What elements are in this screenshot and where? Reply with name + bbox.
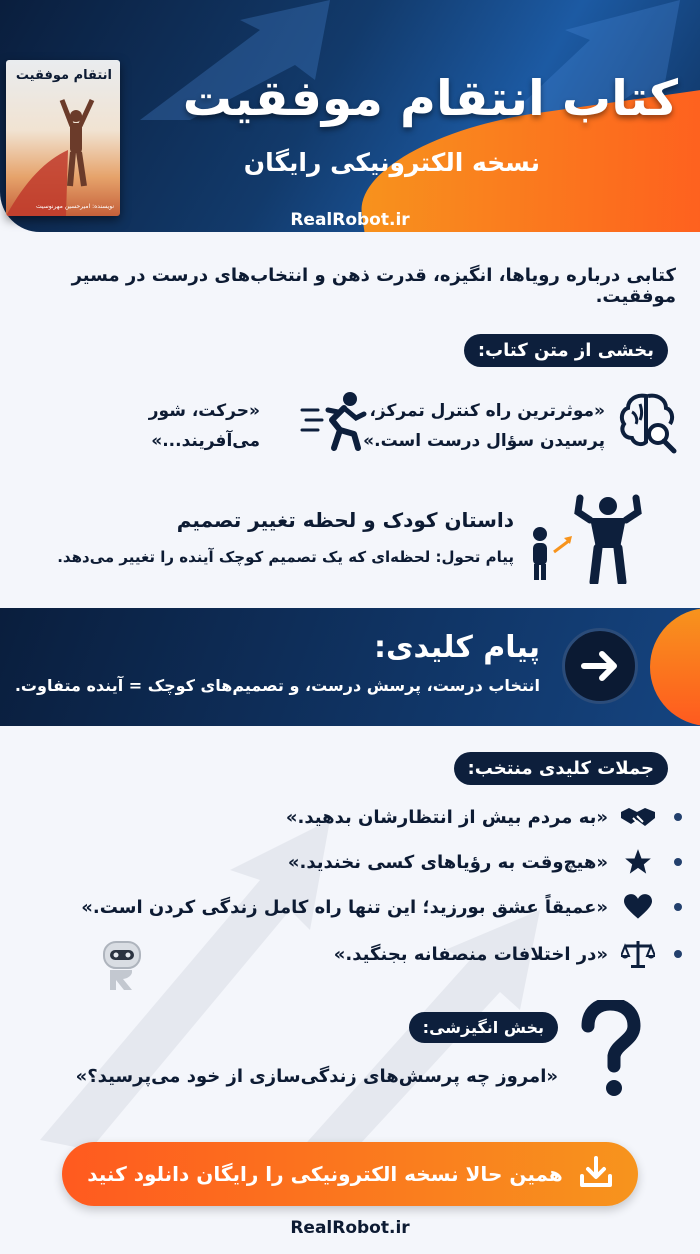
download-cta-button[interactable] — [62, 1142, 638, 1206]
running-person-icon — [300, 390, 370, 452]
heart-icon — [624, 894, 652, 920]
bullet-dot — [674, 858, 682, 866]
quote-text: «در اختلافات منصفانه بجنگید.» — [333, 943, 608, 965]
handshake-icon — [619, 804, 657, 830]
quote-text: «هیچ‌وقت به رؤیاهای کسی نخندید.» — [287, 851, 608, 873]
question-mark-icon — [578, 1000, 642, 1100]
robot-logo-icon — [94, 940, 150, 992]
quote-text: «به مردم بیش از انتظارشان بدهید.» — [285, 806, 608, 828]
story-title: داستان کودک و لحظه تغییر تصمیم — [176, 508, 514, 532]
bullet-dot — [674, 903, 682, 911]
brain-search-icon — [618, 390, 678, 454]
footer-site-url[interactable]: RealRobot.ir — [290, 1218, 410, 1238]
header-site-url[interactable]: RealRobot.ir — [290, 210, 410, 230]
book-cover-title: انتقام موفقیت — [15, 68, 112, 83]
page-subtitle: نسخه الکترونیکی رایگان — [243, 148, 540, 177]
book-cover-author: نویسنده: امیرحسین مهرنوسیت — [36, 203, 114, 210]
excerpt-quote-focus-line1: «موثرترین راه کنترل تمرکز، — [369, 401, 605, 421]
key-message-arrow-button — [562, 628, 638, 704]
quote-text: «عمیقاً عشق بورزید؛ این تنها راه کامل زندگی کردن است.» — [81, 896, 608, 918]
arrow-right-icon — [580, 649, 620, 683]
list-item — [81, 890, 682, 924]
list-item — [288, 845, 682, 879]
page-title: کتاب انتقام موفقیت — [182, 70, 678, 127]
intro-text: کتابی درباره رویاها، انگیزه، قدرت ذهن و انتخاب‌های درست در مسیر موفقیت. — [71, 265, 676, 307]
hero-figure-illustration — [6, 90, 120, 216]
list-item — [334, 937, 682, 971]
key-message-orange-accent — [650, 608, 700, 726]
excerpt-quote-movement — [149, 396, 260, 456]
excerpt-quote-focus — [363, 396, 605, 456]
download-icon — [579, 1156, 613, 1188]
bullet-dot — [674, 950, 682, 958]
excerpt-section-label: بخشی از متن کتاب: — [464, 334, 668, 367]
list-item — [286, 800, 682, 834]
scales-icon — [621, 939, 655, 969]
bullet-dot — [674, 813, 682, 821]
excerpt-quote-movement-line2: می‌آفریند...» — [151, 431, 260, 451]
excerpt-quote-movement-line1: «حرکت، شور — [148, 401, 260, 421]
inspiration-section-label: بخش انگیزشی: — [409, 1012, 558, 1043]
book-cover — [6, 60, 120, 216]
download-cta-label: همین حالا نسخه الکترونیکی را رایگان دانلود کنید — [87, 1162, 563, 1186]
selected-quotes-label: جملات کلیدی منتخب: — [454, 752, 668, 785]
star-icon — [624, 848, 652, 876]
key-message-text: انتخاب درست، پرسش درست، و تصمیم‌های کوچک = آینده متفاوت. — [14, 676, 540, 695]
story-text: پیام تحول: لحظه‌ای که یک تصمیم کوچک آینده را تغییر می‌دهد. — [57, 548, 514, 566]
inspiration-text: «امروز چه پرسش‌های زندگی‌سازی از خود می‌پرسید؟» — [75, 1066, 558, 1087]
child-to-strong-man-icon — [528, 494, 648, 584]
excerpt-quote-focus-line2: پرسیدن سؤال درست است.» — [363, 431, 605, 451]
key-message-title: پیام کلیدی: — [374, 630, 540, 665]
